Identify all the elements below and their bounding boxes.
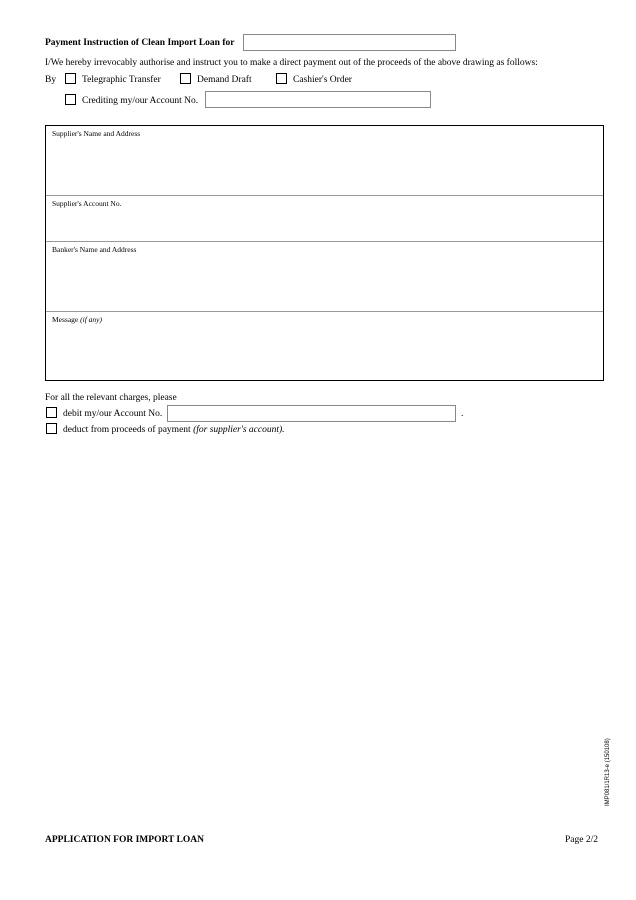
details-table: [45, 125, 604, 381]
deduct-proceeds-checkbox[interactable]: [46, 423, 57, 434]
page-number: Page 2/2: [565, 835, 598, 845]
demand-draft-label: Demand Draft: [197, 75, 252, 85]
form-code: IMP081/1R13-e (150108): [605, 738, 611, 806]
telegraphic-transfer-checkbox[interactable]: [65, 73, 76, 84]
deduct-proceeds-label: deduct from proceeds of payment: [63, 425, 191, 435]
banker-label: Banker's Name and Address: [52, 245, 137, 254]
debit-account-checkbox[interactable]: [46, 407, 57, 418]
supplier-name-field[interactable]: [46, 126, 603, 195]
form-title: Payment Instruction of Clean Import Loan for: [45, 38, 235, 48]
cashiers-order-checkbox[interactable]: [276, 73, 287, 84]
cashiers-order-label: Cashier's Order: [293, 75, 352, 85]
loan-for-input[interactable]: [243, 34, 456, 51]
banker-field[interactable]: [46, 241, 603, 311]
crediting-account-input[interactable]: [205, 91, 431, 108]
message-label-wrap: [52, 315, 102, 324]
charges-intro: For all the relevant charges, please: [45, 393, 177, 403]
footer-title: APPLICATION FOR IMPORT LOAN: [45, 835, 204, 845]
deduct-proceeds-text: [63, 425, 285, 435]
debit-trailing-period: .: [461, 409, 464, 419]
debit-account-input[interactable]: [167, 405, 456, 422]
supplier-name-label: Supplier's Name and Address: [52, 129, 141, 138]
supplier-account-field[interactable]: [46, 195, 603, 241]
message-field[interactable]: [46, 311, 603, 380]
demand-draft-checkbox[interactable]: [180, 73, 191, 84]
crediting-account-label: Crediting my/our Account No.: [82, 96, 199, 106]
message-label: Message: [52, 315, 79, 324]
deduct-proceeds-note: (for supplier's account).: [193, 425, 285, 435]
message-note: (if any): [80, 315, 102, 324]
crediting-account-checkbox[interactable]: [65, 94, 76, 105]
instruction-text: I/We hereby irrevocably authorise and instruct you to make a direct payment out of the proceeds of the above drawing as follows:: [45, 58, 538, 68]
by-label: By: [45, 75, 57, 85]
supplier-account-label: Supplier's Account No.: [52, 199, 122, 208]
debit-account-label: debit my/our Account No.: [63, 409, 163, 419]
telegraphic-transfer-label: Telegraphic Transfer: [82, 75, 161, 85]
